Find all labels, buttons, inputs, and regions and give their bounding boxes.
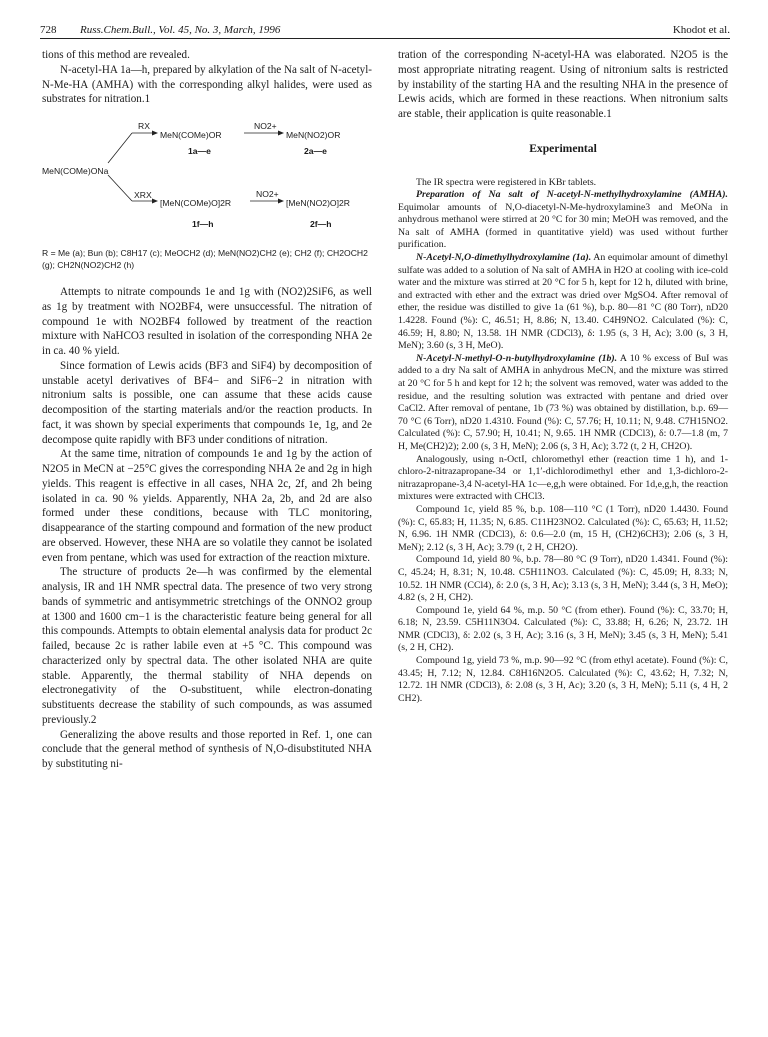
journal-citation: Russ.Chem.Bull., Vol. 45, No. 3, March, 1996 (80, 24, 281, 36)
label-2a-e: 2a—e (304, 146, 327, 156)
running-header (40, 16, 730, 36)
scheme-caption: R = Me (a); Bun (b); C8H17 (c); MeOCH2 (d); MeN(NO2)CH2 (e); CH2 (f); CH2OCH2 (g); CH2N(NO2)CH2 (h) (42, 248, 368, 270)
label-1f-h: 1f—h (192, 219, 214, 229)
exp-amha (398, 189, 728, 252)
exp-1d: Compound 1d, yield 80 %, b.p. 78—80 °C (9 Torr), nD20 1.4341. Found (%): C, 45.24; H, 8.31; N, 10.48. C5H11NO3. Calculated (%): C, 45.09; H, 8.33; N, 10.52. 1H NMR (CCl4), δ: 2.0 (s, 3 H, Ac); 3.13 (s, 3 H, MeN); 3.44 (s, 3 H, MeO); 4.82 (s, 2 H, CH2). (398, 554, 728, 604)
exp-amha-heading: Preparation of Na salt of N-acetyl-N-methylhydroxylamine (AMHA). (416, 189, 728, 201)
reagent-rx: RX (138, 121, 150, 131)
paragraph-n2o5: At the same time, nitration of compounds 1e and 1g by the action of N2O5 in MeCN at −25°C gives the corresponding NHA 2e and 2g in high yields. This reagent is effective in all cases, NHA 2c, 2f, and 2h being isolated in ca. 90 % yields. Apparently, NHA 2a, 2b, and 2d are also formed under these conditions, because with TLC monitoring, disappearance of the starting compound and formation of the new product are observed. However, these NHA are so volatile they cannot be isolated even from pentane, which was used for extraction of the reaction mixture. (42, 448, 372, 564)
label-2f-h: 2f—h (310, 219, 332, 229)
product-1a-e: MeN(COMe)OR (160, 130, 222, 140)
label-1a-e: 1a—e (188, 146, 211, 156)
exp-amha-text: Equimolar amounts of N,O-diacetyl-N-Me-hydroxylamine3 and MeONa in anhydrous methanol were stirred at 20 °C for 30 min; MeOH was removed, and the Na salt of AMHA (formed in quantitative yield) was used without further purification. (398, 201, 728, 251)
exp-1c: Compound 1c, yield 85 %, b.p. 108—110 °C (1 Torr), nD20 1.4430. Found (%): C, 65.83; H, 11.35; N, 6.85. C11H23NO2. Calculated (%): C, 65.63; H, 11.52; N, 6.96. 1H NMR (CDCl3), δ: 0.6—2.0 (m, 15 H, (CH2)6CH3); 2.06 (s, 3 H, MeN); 2.12 (s, 3 H, Ac); 3.79 (t, 2 H, CH2O). (398, 503, 728, 553)
product-2f-h: [MeN(NO2)O]2R (286, 198, 350, 208)
paragraph-generalizing: Generalizing the above results and those reported in Ref. 1, one can conclude that the general method of synthesis of N,O-disubstituted NHA by substituting ni- (42, 728, 372, 770)
product-1f-h: [MeN(COMe)O]2R (160, 198, 232, 208)
exp-1b-heading: N-Acetyl-N-methyl-O-n-butylhydroxylamine (1b). (416, 352, 618, 364)
reaction-scheme (42, 115, 372, 243)
left-column (42, 48, 372, 772)
exp-1e: Compound 1e, yield 64 %, m.p. 50 °C (from ether). Found (%): C, 33.70; H, 6.18; N, 23.59. C5H11N3O4. Calculated (%): C, 33.88; H, 6.26; N, 23.72. 1H NMR (CDCl3), δ: 2.02 (s, 3 H, Ac); 3.16 (s, 3 H, MeN); 3.45 (s, 3 H, MeN); 5.41 (s, 2 H, CH2). (398, 604, 728, 654)
start-material: MeN(COMe)ONa (42, 166, 109, 176)
reagent-xrx: XRX (134, 190, 152, 200)
exp-analogously: Analogously, using n-OctI, chloromethyl ether (reaction time 1 h), and 1-chloro-2-nitrazapropane-34 or 1,1′-dichlorodimethyl ether and 1,3-dichloro-2-nitrazapropane-3,4 N-acetyl-HA 1c—e,g,h were obtained. For 1d,e,g,h, the reaction mixtures were extracted with CHCl3. (398, 453, 728, 503)
exp-1a-text: An equimolar amount of dimethyl sulfate was added to a solution of Na salt of AMHA in H2O at cooling with ice-cold water and the mixture was stirred at 20 °C for 5 h, kept for 12 h, diluted with brine, and extracted with ether and the extract was dried over MgSO4. After removal of ether, the residue was distilled to give 1a (61 %), b.p. 80—81 °C (80 Torr), nD20 1.4228. Found (%): C, 46.51; H, 8.86; N, 13.40. C4H9NO2. Calculated (%): C, 46.59; H, 8.80; N, 13.58. 1H NMR (CDCl3), δ: 1.95 (s, 3 H, Ac); 3.00 (s, 3 H, MeN); 3.60 (s, 3 H, MeO). (398, 252, 728, 352)
paragraph-continuation: tions of this method are revealed. (42, 49, 190, 61)
paragraph-substrates: N-acetyl-HA 1a—h, prepared by alkylation of the Na salt of N-acetyl-N-Me-HA (AMHA) with the corresponding alkyl halides, were used as substrates for nitration.1 (42, 63, 372, 106)
exp-ir: The IR spectra were registered in KBr tablets. (416, 176, 597, 188)
product-2a-e: MeN(NO2)OR (286, 130, 341, 140)
exp-1g: Compound 1g, yield 73 %, m.p. 90—92 °C (from ethyl acetate). Found (%): C, 43.45; H, 7.12; N, 12.84. C8H16N2O5. Calculated (%): C, 43.62; H, 7.32; N, 12.72. 1H NMR (CDCl3), δ: 2.08 (s, 3 H, Ac); 3.20 (s, 3 H, MeN); 5.11 (s, 4 H, 2 CH2). (398, 655, 728, 704)
nitronium-bottom: NO2+ (256, 189, 279, 199)
exp-1a (398, 252, 728, 353)
nitronium-top: NO2+ (254, 121, 277, 131)
paragraph-conclusion: tration of the corresponding N-acetyl-HA was elaborated. N2O5 is the most appropriate nitrating reagent. Using of nitronium salts is restricted by instability of the starting HA and the resulting NHA in the presence of Lewis acids, which are formed in these reactions. When nitronium salts are stable, their application is quite reasonable.1 (398, 49, 728, 120)
right-column (398, 48, 728, 705)
header-rule (40, 38, 730, 39)
exp-1a-heading: N-Acetyl-N,O-dimethylhydroxylamine (1a). (416, 252, 592, 264)
exp-1b (398, 353, 728, 454)
paragraph-lewis-acids: Since formation of Lewis acids (BF3 and SiF4) by decomposition of unstable acetyl derivatives of BF4− and SiF6−2 in nitration with nitronium salts is possible, one can assume that these acids cause decomposition of the starting materials and/or the reaction products. In fact, it was shown by special experiments that compounds 1e, 1g, and 2e decompose quite rapidly with BF3 under conditions of nitration. (42, 359, 372, 446)
page-number: 728 (40, 24, 57, 36)
running-authors: Khodot et al. (672, 24, 730, 36)
exp-1b-text: A 10 % excess of BuI was added to a dry Na salt of AMHA in anhydrous MeCN, and the mixture was stirred at 20 °C for 5 h and kept for 12 h; the solvent was removed, water was added to the residue, and the resulting solution was extracted with pentane and dried over CaCl2. After removal of pentane, 1b (73 %) was obtained by distillation, b.p. 69—70 °C (6 Torr), nD20 1.4310. Found (%): C, 57.76; H, 10.11; N, 9.48. C7H15NO2. Calculated (%): C, 57.90; H, 10.41; N, 9.65. 1H NMR (CDCl3), δ: 0.7—1.8 (m, 7 H, Me(CH2)2); 2.00 (s, 3 H, MeN); 2.06 (s, 3 H, Ac); 3.72 (t, 2 H, CH2O). (398, 352, 728, 452)
section-title-experimental: Experimental (529, 141, 597, 155)
paragraph-attempts: Attempts to nitrate compounds 1e and 1g with (NO2)2SiF6, as well as 1g by treatment with NO2BF4, were unsuccessful. The nitration of compound 1e with NO2BF4 followed by treatment of the reaction mixture with NaHCO3 resulted in isolation of the corresponding NHA 2e in ca. 40 % yield. (42, 286, 372, 357)
paragraph-structure: The structure of products 2e—h was confirmed by the elemental analysis, IR and 1H NMR spectral data. The presence of two very strong bands of symmetric and antisymmetric stretchings of the ONNO2 group at 1300 and 1600 cm−1 is the characteristic feature being general for all this compounds. Attempts to obtain elemental analysis data for product 2c failed, because 2c is rather labile even at +5 °C. This compound was characterized only by spectral data. The other isolated NHA are quite stable. Apparently, the thermal stability of NHA depends on electronegativity of the O-substituent, while electron-donating substituents decrease the stability of such compounds, as was assumed previously.2 (42, 566, 372, 726)
